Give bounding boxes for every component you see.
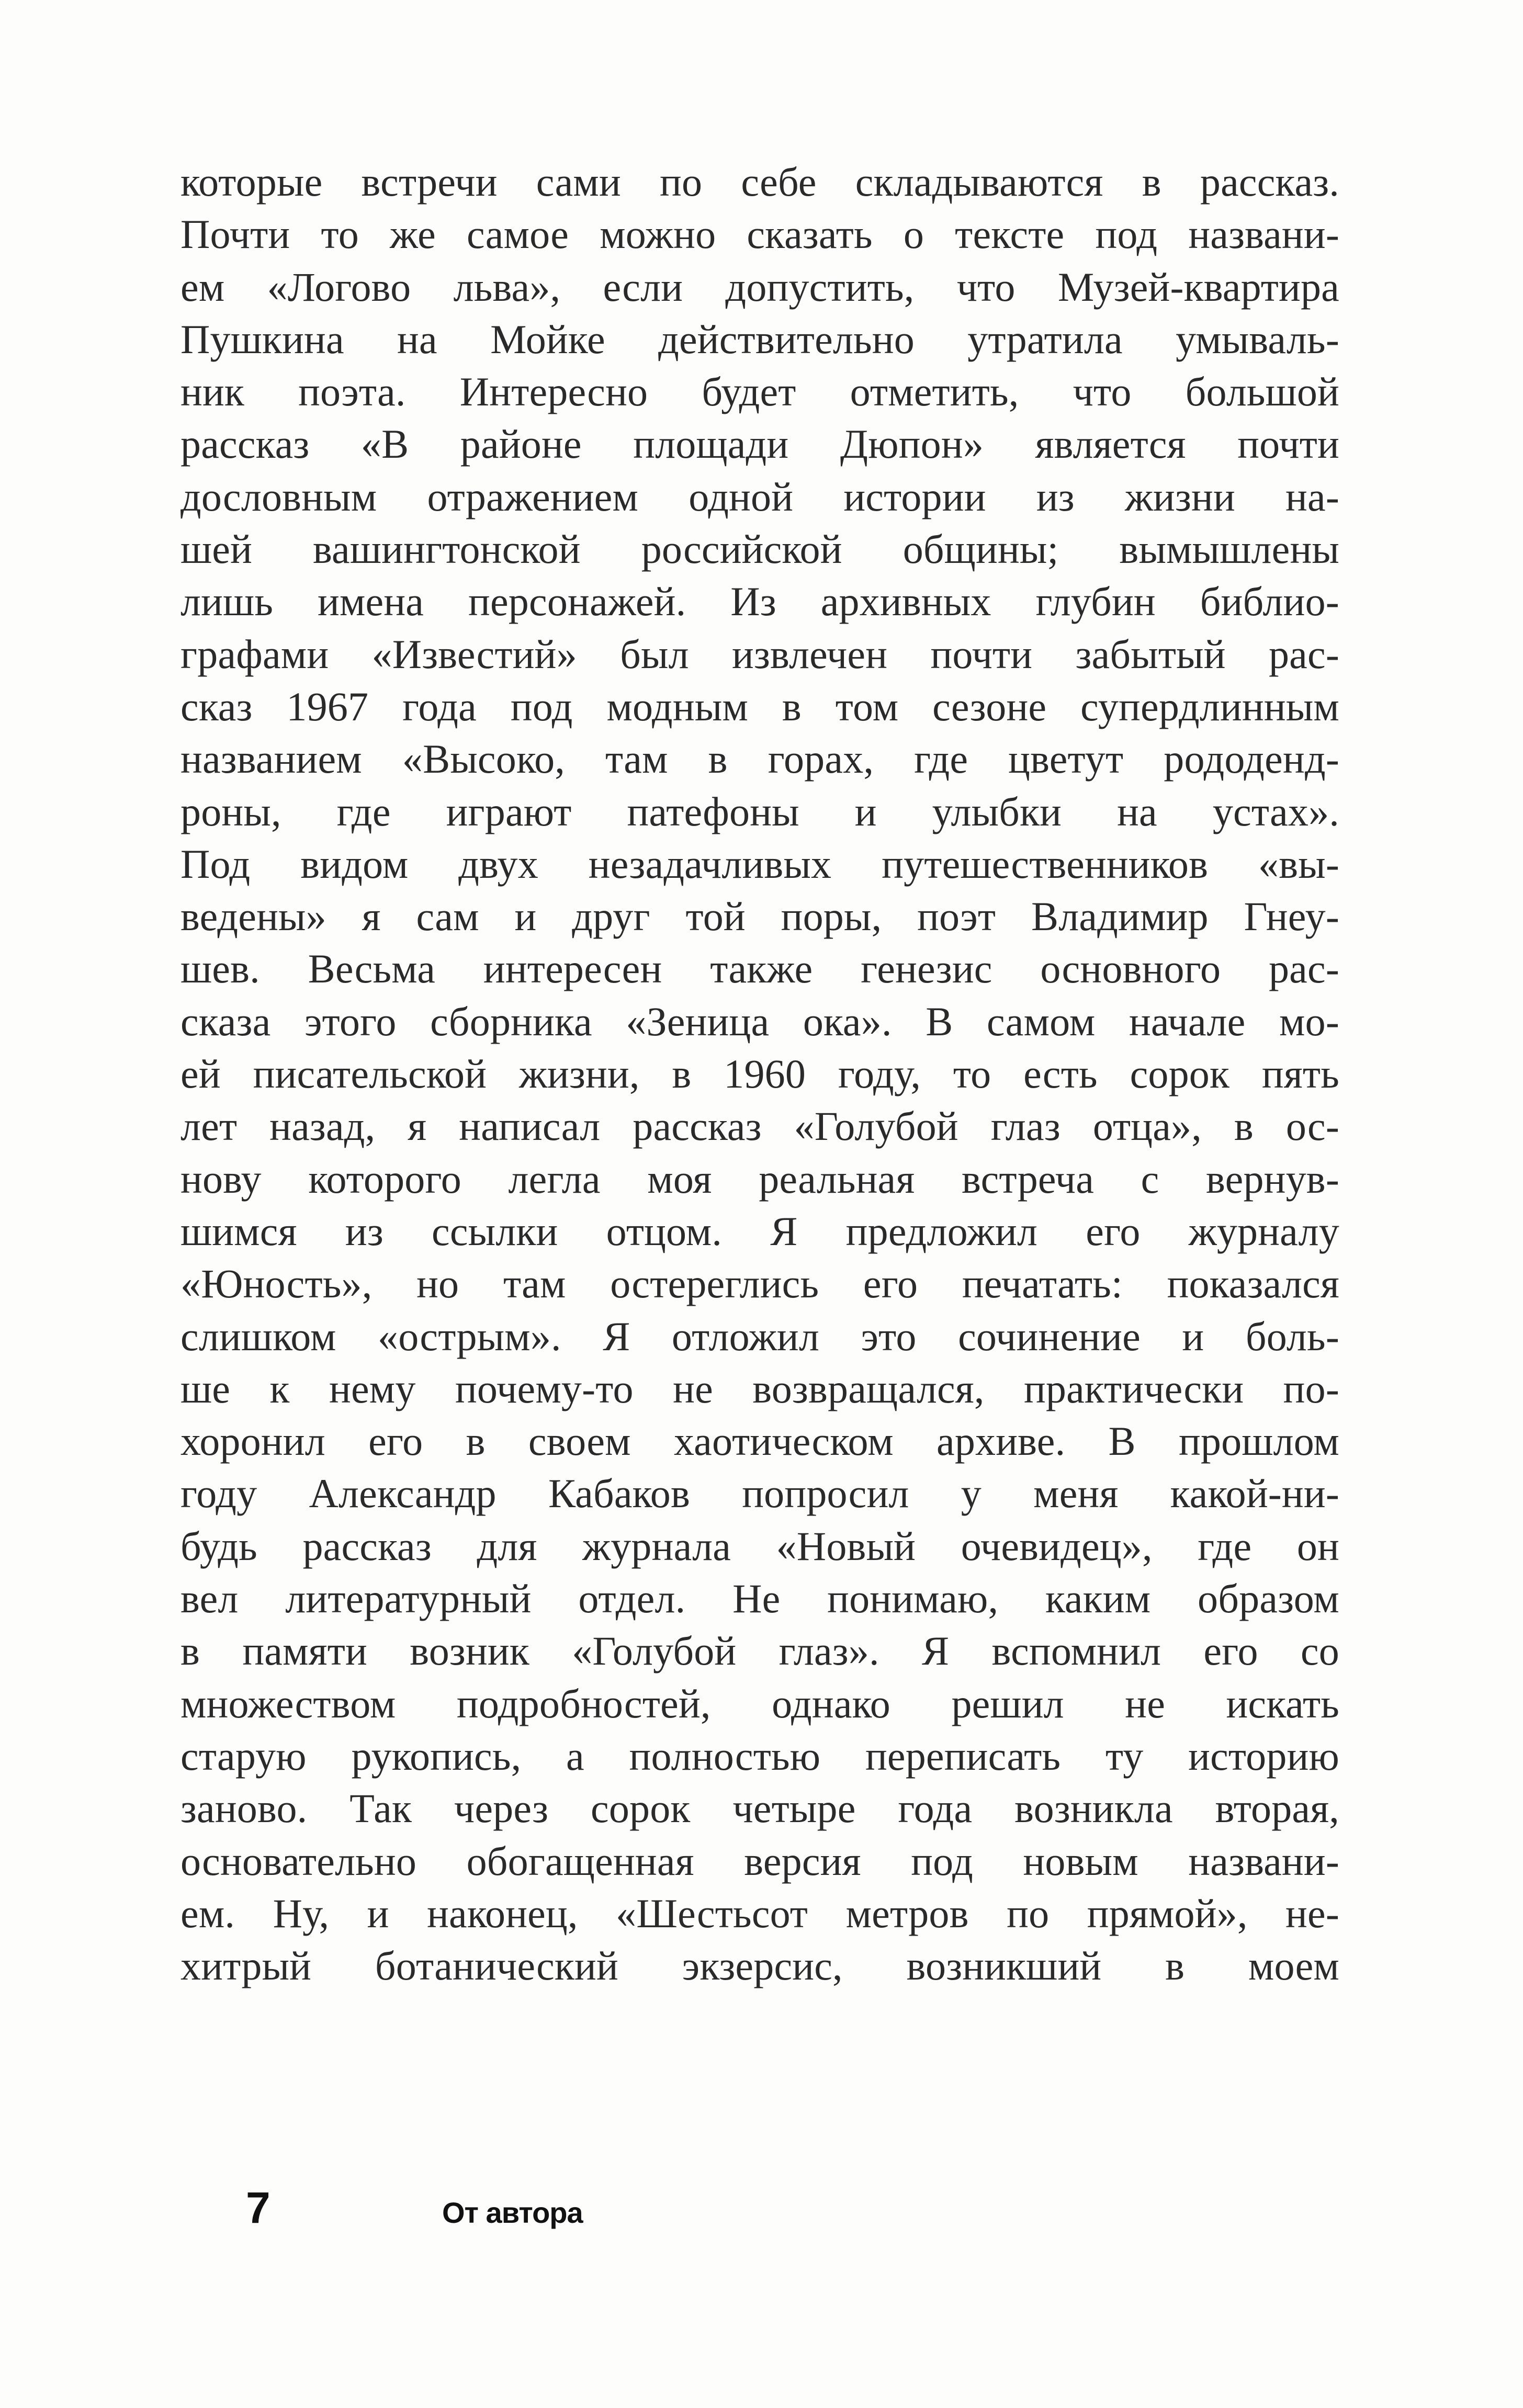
text-line: нову которого легла моя реальная встреча с вернув- — [180, 1156, 1339, 1202]
text-line: шев. Весьма интересен также генезис основного рас- — [180, 946, 1339, 992]
text-line: лишь имена персонажей. Из архивных глубин библио- — [180, 579, 1339, 625]
text-line: ник поэта. Интересно будет отметить, что большой — [180, 369, 1339, 415]
text-line: вел литературный отдел. Не понимаю, каким образом — [180, 1576, 1339, 1622]
text-line: шей вашингтонской российской общины; вымышлены — [180, 526, 1339, 572]
text-line: основательно обогащенная версия под новым названи- — [180, 1838, 1339, 1884]
text-line: графами «Известий» был извлечен почти забытый рас- — [180, 631, 1339, 677]
text-line: рассказ «В районе площади Дюпон» является почти — [180, 421, 1339, 467]
text-line: ем «Логово льва», если допустить, что Музей-квартира — [180, 264, 1339, 310]
body-text — [180, 156, 1339, 1992]
text-line: сказ 1967 года под модным в том сезоне супердлинным — [180, 683, 1339, 729]
text-line: названием «Высоко, там в горах, где цветут рододенд- — [180, 736, 1339, 782]
text-line: Пушкина на Мойке действительно утратила умываль- — [180, 316, 1339, 362]
page-number: 7 — [246, 2183, 270, 2232]
text-line: дословным отражением одной истории из жизни на- — [180, 473, 1339, 519]
text-line: хоронил его в своем хаотическом архиве. В прошлом — [180, 1418, 1339, 1464]
text-line: ведены» я сам и друг той поры, поэт Владимир Гнеу- — [180, 894, 1339, 940]
page-footer — [0, 2179, 1523, 2236]
text-line: заново. Так через сорок четыре года возникла вторая, — [180, 1785, 1339, 1832]
text-line: слишком «острым». Я отложил это сочинение и боль- — [180, 1313, 1339, 1359]
text-line: шимся из ссылки отцом. Я предложил его журналу — [180, 1208, 1339, 1254]
text-line: Почти то же самое можно сказать о тексте под названи- — [180, 211, 1339, 257]
text-line: ем. Ну, и наконец, «Шестьсот метров по прямой», не- — [180, 1890, 1339, 1936]
text-line: которые встречи сами по себе складываются в рассказ. — [180, 159, 1339, 205]
text-line: в памяти возник «Голубой глаз». Я вспомнил его со — [180, 1628, 1339, 1674]
text-line: лет назад, я написал рассказ «Голубой глаз отца», в ос- — [180, 1103, 1339, 1149]
text-line: ей писательской жизни, в 1960 году, то есть сорок пять — [180, 1051, 1339, 1097]
text-line: Под видом двух незадачливых путешественников «вы- — [180, 841, 1339, 887]
text-line: ше к нему почему-то не возвращался, практически по- — [180, 1365, 1339, 1411]
running-title: От автора — [442, 2196, 583, 2229]
text-line: сказа этого сборника «Зеница ока». В самом начале мо- — [180, 998, 1339, 1044]
text-line: роны, где играют патефоны и улыбки на устах». — [180, 788, 1339, 834]
text-line: старую рукопись, а полностью переписать ту историю — [180, 1733, 1339, 1779]
text-line: будь рассказ для журнала «Новый очевидец», где он — [180, 1523, 1339, 1569]
text-line: множеством подробностей, однако решил не искать — [180, 1680, 1339, 1726]
text-line: году Александр Кабаков попросил у меня какой-ни- — [180, 1471, 1339, 1517]
text-line: хитрый ботанический экзерсис, возникший в моем — [180, 1943, 1339, 1989]
text-line: «Юность», но там остереглись его печатать: показался — [180, 1261, 1339, 1307]
